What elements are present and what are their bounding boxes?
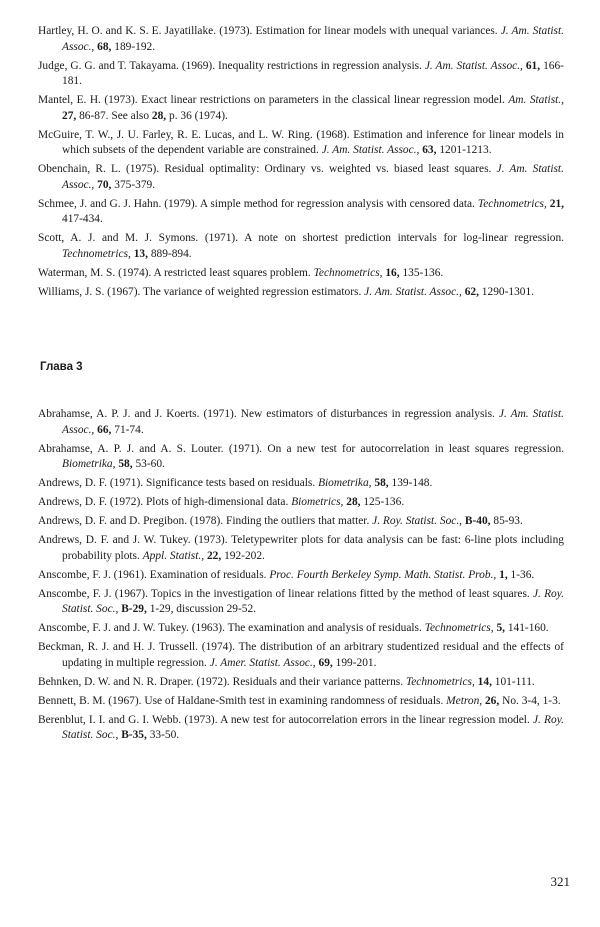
reference-entry [38, 587, 564, 618]
ref-authors: Abrahamse, A. P. J. and A. S. Louter. [38, 442, 224, 455]
ref-authors: Beckman, R. J. and H. J. Trussell. [38, 641, 198, 654]
ref-pages: 1-29, discussion 29-52. [149, 603, 256, 616]
ref-title: Inequality restrictions in regression analysis. [218, 59, 422, 72]
ref-year: (1963). [191, 622, 225, 635]
ref-pages: 139-148. [391, 477, 433, 490]
reference-entry [38, 266, 564, 282]
ref-volume: 61, [525, 59, 541, 72]
ref-authors: Andrews, D. F. and D. Pregibon. [38, 515, 188, 528]
ref-title: Estimation and inference for linear models in which subsets of the dependent variable are constrained. [62, 128, 564, 157]
ref-pages: 189-192. [114, 40, 156, 53]
ref-pages: 71-74. [114, 423, 144, 436]
ref-year: (1975). [125, 163, 160, 176]
ref-volume: 68, [97, 40, 112, 53]
reference-list-chapter-3 [38, 407, 564, 747]
ref-authors: Hartley, H. O. and K. S. E. Jayatillake. [38, 25, 217, 37]
ref-authors: Behnken, D. W. and N. R. Draper. [38, 675, 194, 688]
ref-year: (1967). [107, 286, 141, 299]
ref-journal: J. Roy. Statist. Soc., [372, 515, 463, 528]
ref-journal: Biometrika, [62, 458, 116, 471]
ref-volume: 22, [206, 549, 222, 562]
ref-journal: J. Am. Statist. Assoc., [62, 408, 564, 436]
ref-authors: Anscombe, F. J. and J. W. Tukey. [38, 622, 189, 635]
ref-pages: 141-160. [507, 622, 549, 635]
reference-entry [38, 568, 564, 584]
ref-authors: Berenblut, I. I. and G. I. Webb. [38, 713, 182, 726]
ref-pages: 889-894. [150, 248, 192, 261]
ref-volume: 58, [118, 458, 133, 471]
ref-title: Plots of high-dimensional data. [145, 496, 289, 509]
ref-pages: 375-379. [114, 178, 156, 191]
ref-volume: B-35, [121, 729, 147, 742]
ref-journal: Technometrics, [313, 267, 383, 280]
ref-authors: Anscombe, F. J. [38, 568, 111, 581]
ref-journal: Technometrics, [62, 248, 131, 261]
reference-entry [38, 197, 564, 228]
ref-year: (1973). [184, 713, 218, 726]
reference-entry [38, 128, 564, 159]
ref-title: A restricted least squares problem. [153, 267, 311, 280]
ref-journal: J. Am. Statist. Assoc., [62, 163, 564, 191]
ref-year: (1971). [204, 232, 239, 245]
ref-year: (1967). [108, 694, 142, 707]
ref-year: (1971). [228, 442, 263, 455]
ref-volume: 14, [477, 675, 492, 688]
ref-journal: Biometrics, [291, 496, 344, 509]
ref-year: (1978). [189, 515, 224, 528]
ref-year: (1971). [109, 477, 144, 490]
ref-volume: 27, [62, 109, 77, 122]
ref-volume: 70, [97, 178, 112, 191]
ref-journal: Am. Statist., [508, 94, 564, 107]
ref-journal: Proc. Fourth Berkeley Symp. Math. Statist. Prob., [269, 568, 497, 581]
ref-year: (1974). [201, 641, 235, 654]
ref-year: (1968). [316, 128, 350, 141]
ref-authors: Schmee, J. and G. J. Hahn. [38, 197, 162, 210]
ref-volume: 16, [385, 267, 400, 280]
ref-journal: J. Roy. Statist. Soc., [62, 713, 564, 742]
ref-pages: 1-36. [510, 568, 535, 581]
ref-authors: Anscombe, F. J. [38, 587, 112, 600]
ref-volume: 5, [496, 622, 505, 635]
reference-entry [38, 476, 564, 492]
ref-journal: J. Am. Statist. Assoc., [424, 59, 523, 72]
reference-entry [38, 59, 564, 90]
ref-authors: Judge, G. G. and T. Takayama. [38, 59, 179, 72]
ref-authors: Andrews, D. F. [38, 496, 108, 509]
ref-title: The distribution of an arbitrary studentized residual and the effects of updating in multiple regression. [62, 641, 564, 669]
reference-entry [38, 162, 564, 193]
ref-year: (1969). [181, 59, 216, 72]
reference-entry [38, 407, 564, 438]
ref-title: Use of Haldane-Smith test in examining randomness of residuals. [144, 694, 444, 707]
ref-journal: J. Am. Statist. Assoc., [62, 25, 564, 53]
ref-pages: 33-50. [149, 729, 180, 742]
ref-title: Residual optimality: Ordinary vs. weighted vs. biased least squares. [164, 163, 492, 176]
ref-title: Finding the outliers that matter. [226, 515, 370, 528]
ref-year: (1972). [109, 496, 144, 509]
ref-pages: 86-87. See also [79, 109, 150, 122]
ref-pages: 85-93. [493, 515, 523, 528]
ref-journal: Technometrics, [477, 197, 547, 210]
ref-volume: B-40, [464, 515, 491, 528]
ref-journal: Technometrics, [424, 622, 494, 635]
ref-journal: J. Amer. Statist. Assoc., [209, 656, 316, 669]
ref-volume: 62, [464, 286, 479, 299]
reference-entry [38, 93, 564, 124]
ref-volume: 26, [484, 694, 500, 707]
ref-year: (1973). [219, 25, 253, 37]
ref-volume: B-29, [121, 603, 147, 616]
ref-title: Significance tests based on residuals. [145, 477, 316, 490]
ref-title: The variance of weighted regression estimators. [143, 286, 362, 299]
ref-pages: 417-434. [62, 213, 103, 226]
ref-journal: Appl. Statist., [142, 549, 205, 562]
ref-journal: Technometrics, [405, 675, 475, 688]
reference-entry [38, 514, 564, 530]
ref-pages: 1290-1301. [481, 286, 535, 299]
reference-entry [38, 231, 564, 262]
reference-entry [38, 533, 564, 564]
ref-pages: 166-181. [62, 59, 564, 88]
ref-volume: 1, [499, 568, 508, 581]
reference-entry [38, 675, 564, 691]
ref-journal: Metron, [446, 694, 483, 707]
ref-pages: No. 3-4, 1-3. [502, 694, 561, 707]
ref-pages: 53-60. [135, 458, 165, 471]
ref-year: (1961). [113, 568, 147, 581]
ref-pages: 199-201. [335, 656, 377, 669]
reference-entry [38, 640, 564, 671]
ref-journal: J. Roy. Statist. Soc., [62, 587, 564, 616]
ref-extra-volume: 28, [151, 109, 167, 122]
ref-authors: McGuire, T. W., J. U. Farley, R. E. Lucas, and L. W. Ring. [38, 128, 313, 141]
ref-year: (1972). [196, 675, 230, 688]
ref-title: Estimation for linear models with unequal variances. [255, 25, 498, 37]
ref-pages: 125-136. [363, 496, 405, 509]
ref-authors: Williams, J. S. [38, 286, 105, 299]
ref-year: (1971). [203, 408, 237, 420]
ref-title: New estimators of disturbances in regression analysis. [240, 408, 495, 420]
ref-authors: Abrahamse, A. P. J. and J. Koerts. [38, 408, 200, 420]
chapter-heading: Глава 3 [40, 361, 83, 373]
ref-year: (1979). [164, 197, 198, 210]
ref-journal: Biometrika, [318, 477, 372, 490]
ref-title: The examination and analysis of residuals. [227, 622, 422, 635]
reference-entry [38, 285, 564, 301]
reference-entry [38, 442, 564, 473]
ref-title: Residuals and their variance patterns. [232, 675, 404, 688]
ref-authors: Obenchain, R. L. [38, 163, 121, 176]
reference-entry [38, 621, 564, 637]
ref-pages: 1201-1213. [439, 144, 492, 157]
ref-authors: Bennett, B. M. [38, 694, 106, 707]
ref-volume: 28, [346, 496, 361, 509]
ref-volume: 21, [549, 197, 565, 210]
ref-title: On a new test for autocorrelation in least squares regression. [267, 442, 564, 455]
ref-volume: 13, [133, 248, 148, 261]
ref-title: Exact linear restrictions on parameters in the classical linear regression model. [141, 94, 505, 107]
page-number: 321 [550, 874, 570, 889]
ref-title: A note on shortest prediction intervals for log-linear regression. [244, 232, 564, 245]
ref-title: Teletypewriter plots for data analysis can be fast: 6-line plots including probability plots. [62, 534, 564, 562]
ref-pages: 135-136. [402, 267, 444, 280]
ref-authors: Mantel, E. H. [38, 94, 101, 107]
ref-extra: p. 36 (1974). [169, 109, 228, 122]
reference-list-previous-chapter [38, 24, 564, 304]
ref-authors: Scott, A. J. and M. J. Symons. [38, 232, 199, 245]
ref-year: (1974). [118, 267, 152, 280]
ref-volume: 58, [374, 477, 389, 490]
ref-authors: Andrews, D. F. and J. W. Tukey. [38, 534, 191, 547]
reference-entry [38, 713, 564, 744]
reference-entry [38, 495, 564, 511]
ref-journal: J. Am. Statist. Assoc., [321, 144, 420, 157]
ref-year: (1967). [114, 587, 148, 600]
ref-pages: 192-202. [224, 549, 265, 562]
ref-journal: J. Am. Statist. Assoc., [364, 286, 462, 299]
reference-entry [38, 24, 564, 55]
ref-volume: 63, [422, 144, 437, 157]
ref-volume: 69, [318, 656, 333, 669]
ref-year: (1973). [104, 94, 138, 107]
ref-title: Topics in the investigation of linear relations fitted by the method of least squares. [150, 587, 530, 600]
ref-authors: Waterman, M. S. [38, 267, 116, 280]
ref-year: (1973). [194, 534, 228, 547]
reference-entry [38, 694, 564, 710]
ref-title: A new test for autocorrelation errors in the linear regression model. [220, 713, 530, 726]
ref-title: A simple method for regression analysis with censored data. [199, 197, 475, 210]
ref-authors: Andrews, D. F. [38, 477, 108, 490]
ref-pages: 101-111. [494, 675, 535, 688]
ref-volume: 66, [97, 423, 112, 436]
ref-title: Examination of residuals. [149, 568, 267, 581]
